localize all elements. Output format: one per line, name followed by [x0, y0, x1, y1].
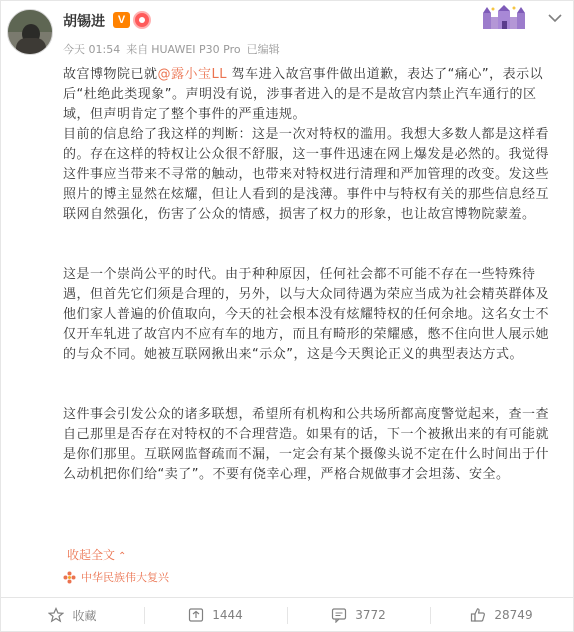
post-paragraph-2: 这是一个崇尚公平的时代。由于种种原因，任何社会都不可能不存在一些特殊待遇，但首先它们须是合理的，另外，以与大众同待遇为荣应当成为社会精英群体及他们家人普遍的价值取向，今天的社会根本没有炫耀特权的任何余地。这名女士不仅开车轧进了故宫内不应有车的地方，而且有畸形的荣耀感，憋不住向世人展示她的与众不同。她被互联网揪出来“示众”，这是今天舆论正义的典型表达方式。: [63, 267, 550, 362]
paragraph-spacer: [63, 385, 561, 405]
topic-flower-icon: [63, 571, 76, 584]
comment-count: 3772: [355, 608, 386, 622]
like-count: 28749: [494, 608, 533, 622]
favorite-button[interactable]: [1, 598, 144, 632]
source-prefix: 来自: [126, 43, 149, 56]
repost-count: 1444: [212, 608, 243, 622]
topic-label[interactable]: 中华民族伟大复兴: [81, 571, 169, 584]
vip-badge-icon[interactable]: [133, 11, 151, 29]
collapse-text-link[interactable]: [67, 546, 126, 563]
avatar[interactable]: [7, 9, 53, 55]
post-header: [1, 1, 573, 59]
paragraph-spacer: [63, 245, 561, 265]
star-icon: [48, 607, 64, 623]
user-mention-link[interactable]: @露小宝LL: [157, 67, 228, 82]
repost-button[interactable]: [144, 598, 287, 632]
post-meta: [63, 41, 286, 57]
comment-icon: [331, 607, 347, 623]
action-bar: [1, 597, 573, 632]
like-button[interactable]: [430, 598, 573, 632]
username[interactable]: 胡锡进: [63, 14, 105, 30]
collapse-label[interactable]: 收起全文: [67, 548, 116, 562]
paragraph-spacer: [63, 225, 561, 245]
thumbs-up-icon: [470, 607, 486, 623]
edited-label[interactable]: 已编辑: [246, 43, 280, 56]
avatar-body: [16, 38, 46, 55]
repost-icon: [188, 607, 204, 623]
chevron-down-icon[interactable]: [545, 11, 565, 27]
paragraph-1-text-before: 故宫博物院已就: [63, 67, 158, 82]
comment-button[interactable]: [287, 598, 430, 632]
favorite-label: 收藏: [72, 608, 97, 623]
verified-badge-icon[interactable]: V: [113, 12, 130, 28]
paragraph-spacer: [63, 365, 561, 385]
castle-decoration-icon[interactable]: [481, 5, 527, 31]
post-body: [63, 65, 561, 485]
topic-link[interactable]: [63, 569, 169, 585]
paragraph-1-text-after: 驾车进入故宫事件做出道歉，表达了“痛心”，表示以后“杜绝此类现象”。声明没有说，涉事者进入的是不是故宫内禁止汽车通行的区域，但声明肯定了整个事件的严重违规。 目前的信息给了我这样的判断：这是一次对特权的滥用。我想大多数人都是这样看的。存在这样的特权让公众很不舒服，这一事件迅速在网上爆发是必然的。我觉得这件事应当带来不寻常的触动，也带来对特权进行清理和严加管理的改变。发这些照片的博主显然在炫耀，但让人看到的是浅薄。事件中与特权有关的那些信息经互联网自然强化，伤害了公众的情感，损害了权力的形象，也让故宫博物院蒙羞。: [63, 67, 550, 222]
caret-up-icon: ⌃: [118, 551, 127, 562]
post-paragraph-3: 这件事会引发公众的诸多联想，希望所有机构和公共场所都高度警觉起来，查一查自己那里是否存在对特权的不合理营造。如果有的话，下一个被揪出来的有可能就是你们那里。互联网监督疏而不漏，一定会有某个摄像头说不定在什么时间出于什么动机把你们给“卖了”。不要有侥幸心理，严格合规做事才会坦荡、安全。: [63, 407, 550, 482]
post-paragraph-1: [63, 65, 561, 225]
post-time[interactable]: 今天 01:54: [63, 43, 121, 56]
post-device[interactable]: HUAWEI P30 Pro: [151, 43, 241, 56]
